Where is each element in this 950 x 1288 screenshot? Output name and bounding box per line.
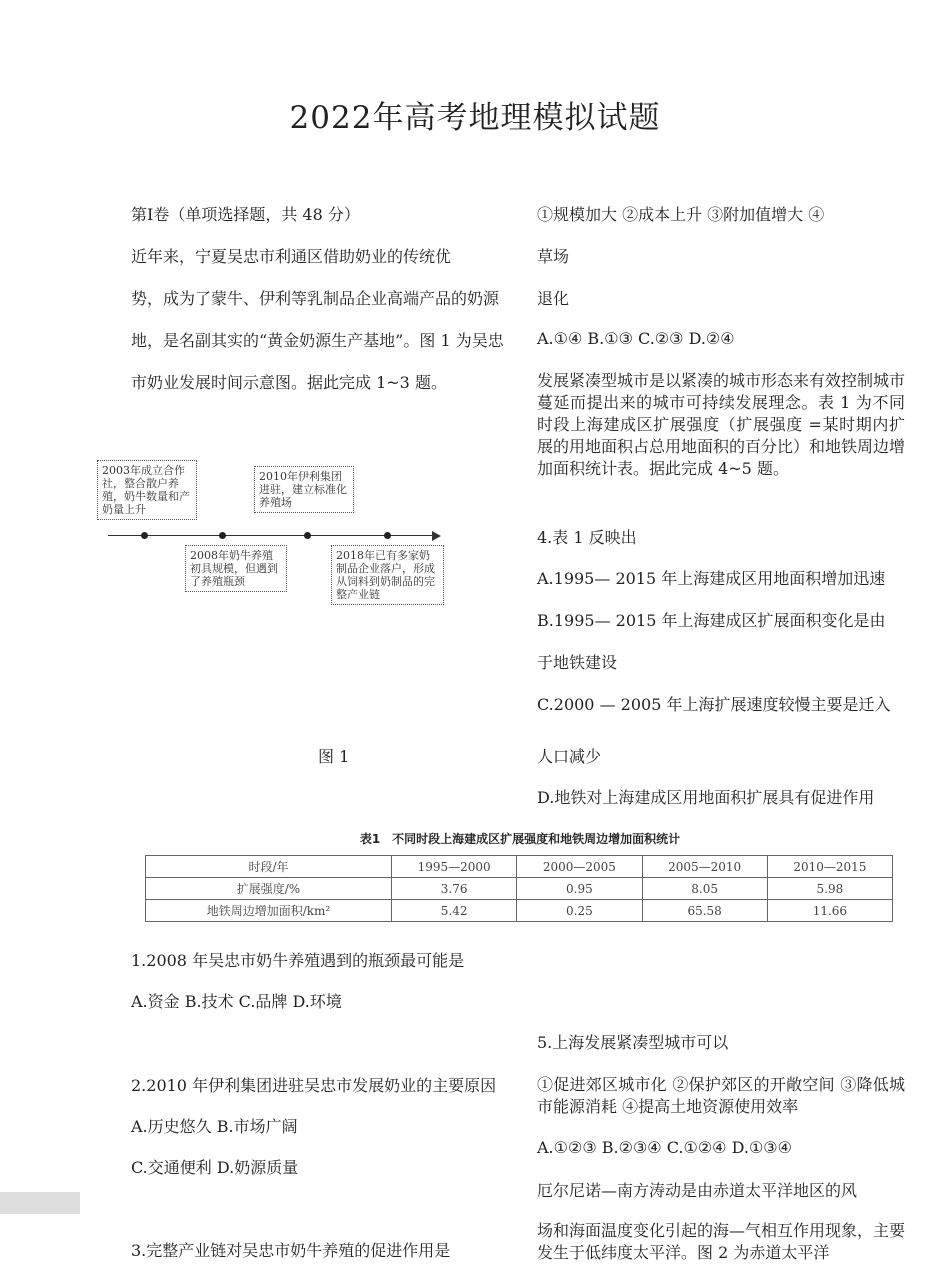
table-cell: 地铁周边增加面积/km² <box>146 900 392 922</box>
table-header-cell: 2010—2015 <box>767 856 892 878</box>
table-caption: 表1 不同时段上海建成区扩展强度和地铁周边增加面积统计 <box>359 832 681 846</box>
question-2-options: A.历史悠久 B.市场广阔 <box>131 1117 298 1136</box>
section-heading: 第Ⅰ卷（单项选择题，共 48 分） <box>131 205 360 224</box>
intro-line: 势，成为了蒙牛、伊利等乳制品企业高端产品的奶源 <box>131 289 500 308</box>
table-cell: 0.25 <box>517 900 642 922</box>
question-3-items: 草场 <box>537 247 570 266</box>
intro-line: 地，是名副其实的“黄金奶源生产基地”。图 1 为吴忠 <box>131 331 504 350</box>
page-title: 2022年高考地理模拟试题 <box>289 100 661 136</box>
table-cell: 扩展强度/% <box>146 878 392 900</box>
timeline-arrow <box>432 531 441 541</box>
timeline-dot <box>304 532 311 539</box>
table-header-cell: 1995—2000 <box>392 856 517 878</box>
passage-3: 场和海面温度变化引起的海—气相互作用现象，主要发生于低纬度太平洋。图 2 为赤道太平洋 <box>537 1221 906 1262</box>
table-cell: 8.05 <box>642 878 767 900</box>
timeline-box-2018: 2018年已有多家奶制品企业落户，形成从饲料到奶制品的完整产业链 <box>331 545 444 605</box>
question-3-items: ①规模加大 ②成本上升 ③附加值增大 ④ <box>537 205 825 224</box>
data-table <box>145 855 893 922</box>
table-header-cell: 2005—2010 <box>642 856 767 878</box>
table-row <box>146 900 893 922</box>
table-header-row <box>146 856 893 878</box>
intro-line: 近年来，宁夏吴忠市利通区借助奶业的传统优 <box>131 247 452 266</box>
question-4-option-c: 人口减少 <box>537 747 602 766</box>
table-header-cell: 2000—2005 <box>517 856 642 878</box>
timeline-box-2008: 2008年奶牛养殖初具规模，但遇到了养殖瓶颈 <box>185 545 287 592</box>
question-3-options: A.①④ B.①③ C.②③ D.②④ <box>537 329 735 348</box>
question-3-stem: 3.完整产业链对吴忠市奶牛养殖的促进作用是 <box>131 1241 451 1260</box>
question-4-option-c: C.2000 — 2005 年上海扩展速度较慢主要是迁入 <box>537 695 891 714</box>
table-row <box>146 878 893 900</box>
table-cell: 0.95 <box>517 878 642 900</box>
question-4-option-b: 于地铁建设 <box>537 653 618 672</box>
timeline-dot <box>141 532 148 539</box>
side-tab[interactable] <box>0 1192 80 1214</box>
question-2-stem: 2.2010 年伊利集团进驻吴忠市发展奶业的主要原因 <box>131 1076 497 1095</box>
question-2-options: C.交通便利 D.奶源质量 <box>131 1158 299 1177</box>
timeline-box-2003: 2003年成立合作社，整合散户养殖，奶牛数量和产奶量上升 <box>97 460 197 520</box>
table-cell: 3.76 <box>392 878 517 900</box>
question-4-option-a: A.1995— 2015 年上海建成区用地面积增加迅速 <box>537 569 886 588</box>
figure-caption: 图 1 <box>318 747 350 766</box>
question-5-items: ①促进郊区城市化 ②保护郊区的开敞空间 ③降低城市能源消耗 ④提高土地资源使用效率 <box>537 1075 905 1116</box>
question-3-items: 退化 <box>537 289 570 308</box>
table-cell: 11.66 <box>767 900 892 922</box>
question-5-options: A.①②③ B.②③④ C.①②④ D.①③④ <box>537 1138 792 1157</box>
question-4-option-d: D.地铁对上海建成区用地面积扩展具有促进作用 <box>537 788 875 807</box>
table-cell: 5.42 <box>392 900 517 922</box>
intro-line: 市奶业发展时间示意图。据此完成 1~3 题。 <box>131 373 447 392</box>
passage-3: 厄尔尼诺—南方涛动是由赤道太平洋地区的风 <box>537 1181 858 1200</box>
timeline-box-2010: 2010年伊利集团进驻，建立标准化养殖场 <box>254 466 354 513</box>
question-5-stem: 5.上海发展紧凑型城市可以 <box>537 1033 729 1052</box>
question-4-stem: 4.表 1 反映出 <box>537 528 637 547</box>
question-4-option-b: B.1995— 2015 年上海建成区扩展面积变化是由 <box>537 611 886 630</box>
question-1-options: A.资金 B.技术 C.品牌 D.环境 <box>131 992 342 1011</box>
table-cell: 5.98 <box>767 878 892 900</box>
table-cell: 65.58 <box>642 900 767 922</box>
timeline-dot <box>219 532 226 539</box>
question-1-stem: 1.2008 年吴忠市奶牛养殖遇到的瓶颈最可能是 <box>131 951 465 970</box>
passage-2: 发展紧凑型城市是以紧凑的城市形态来有效控制城市蔓延而提出来的城市可持续发展理念。表 1 为不同时段上海建成区扩展强度（扩展强度 =某时期内扩展的用地面积占总用地面积的百分比）和地铁周边增加面积统计表。据此完成 4~5 题。 <box>537 371 906 478</box>
table-header-cell: 时段/年 <box>146 856 392 878</box>
timeline-dot <box>384 532 391 539</box>
